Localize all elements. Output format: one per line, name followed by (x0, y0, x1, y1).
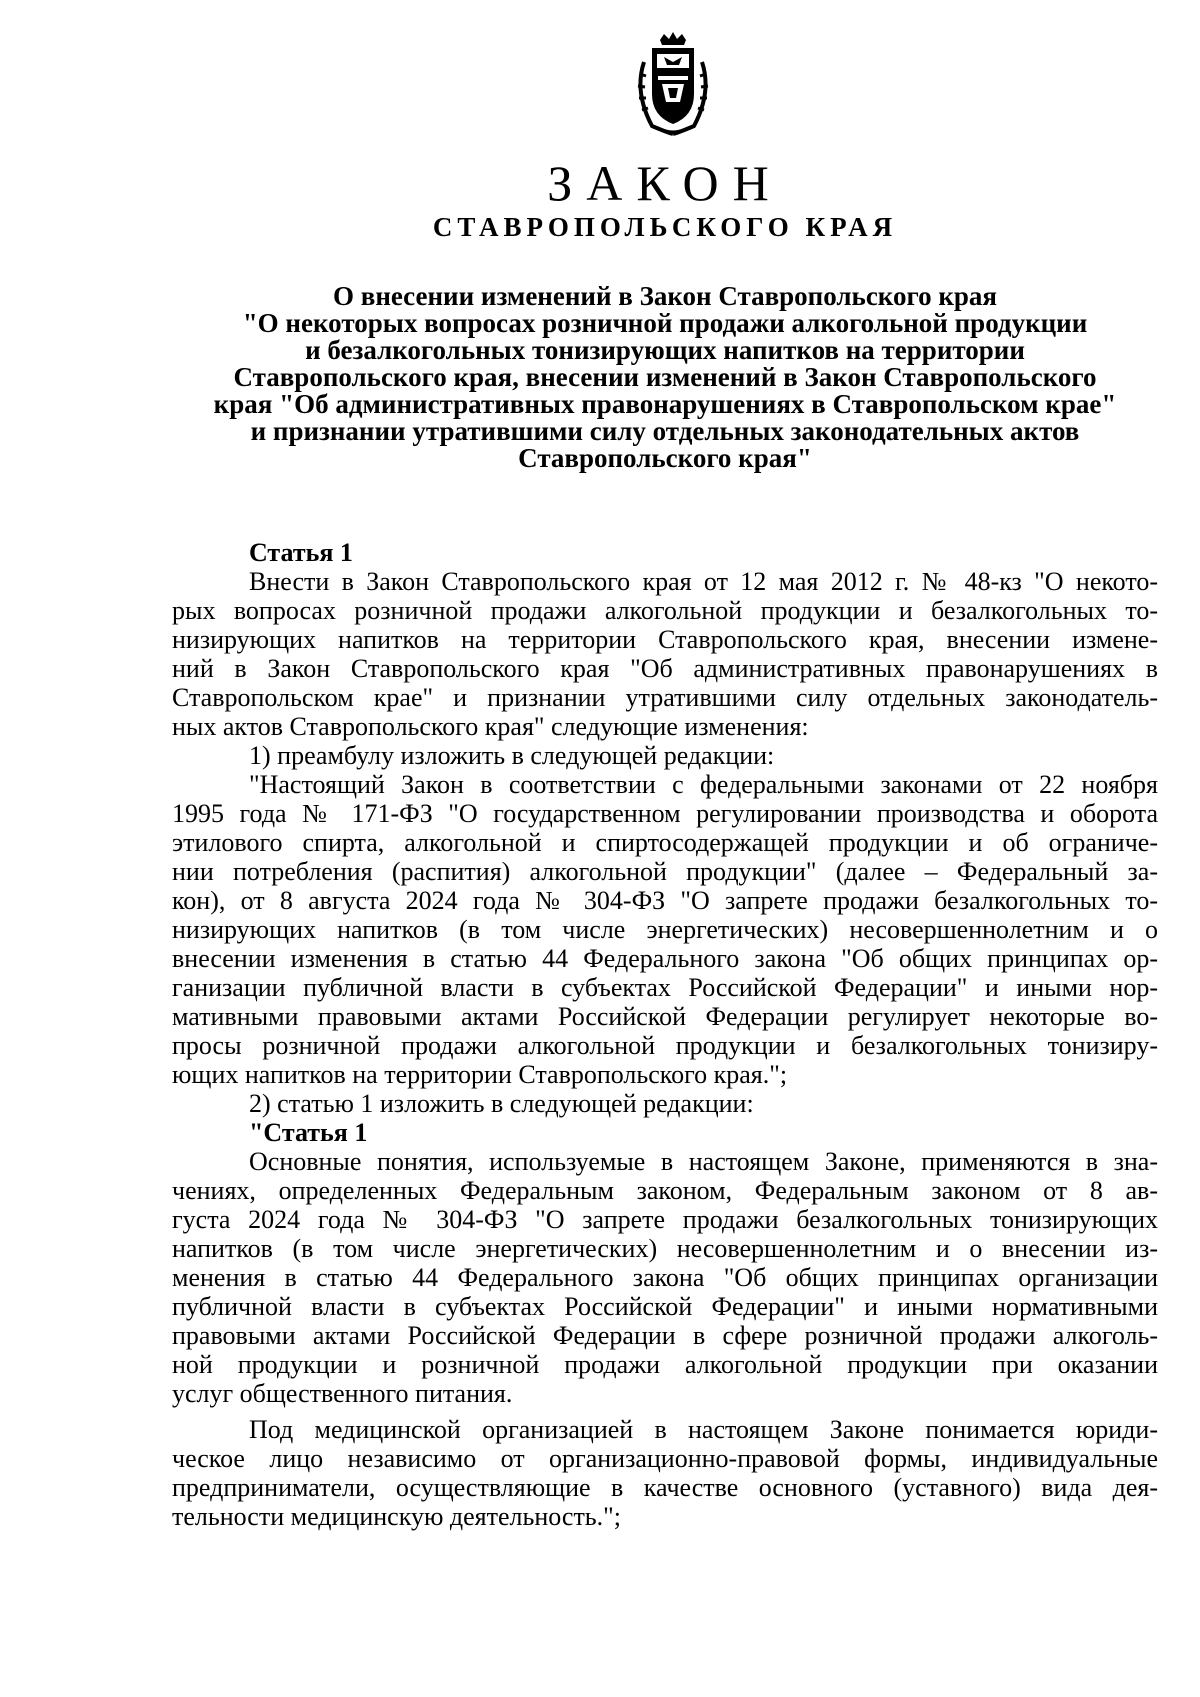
body-line: 1) преамбулу изложить в следующей редакции: (249, 741, 775, 770)
body-line: рых вопросах розничной продажи алкогольной продукции и безалкогольных то- (172, 596, 1158, 625)
law-title-line: и безалкогольных тонизирующих напитков на территории (305, 335, 1025, 365)
body-line: "Настоящий Закон в соответствии с федеральными законами от 22 ноября (249, 770, 1158, 799)
body-line: Основные понятия, используемые в настоящем Законе, применяются в зна- (249, 1147, 1158, 1176)
article-heading: Статья 1 (249, 538, 353, 567)
body-line: этилового спирта, алкогольной и спиртосодержащей продукции и об ограниче- (172, 828, 1158, 857)
body-line: публичной власти в субъектах Российской Федерации" и иными нормативными (172, 1292, 1158, 1321)
body-line: Под медицинской организацией в настоящем Законе понимается юриди- (249, 1415, 1158, 1444)
body-line: ных актов Ставропольского края" следующие изменения: (172, 712, 809, 741)
body-line: внесении изменения в статью 44 Федерального закона "Об общих принципах ор- (172, 944, 1158, 973)
coat-of-arms-icon (630, 32, 716, 136)
body-line: густа 2024 года № 304-ФЗ "О запрете продажи безалкогольных тонизирующих (172, 1205, 1158, 1234)
body-line: ческое лицо независимо от организационно-правовой формы, индивидуальные (172, 1444, 1158, 1473)
body-line: низирующих напитков (в том числе энергетических) несовершеннолетним и о (172, 915, 1158, 944)
body-line: нии потребления (распития) алкогольной продукции" (далее – Федеральный за- (172, 857, 1158, 886)
paragraph-gap (172, 1408, 1158, 1415)
document-type-title: ЗАКОН (547, 155, 783, 211)
issuing-region: СТАВРОПОЛЬСКОГО КРАЯ (432, 212, 898, 242)
body-line: напитков (в том числе энергетических) несовершеннолетним и о внесении из- (172, 1234, 1158, 1263)
body-line: ющих напитков на территории Ставропольского края."; (172, 1060, 788, 1089)
body-line: Внести в Закон Ставропольского края от 12 мая 2012 г. № 48-кз "О некото- (249, 567, 1158, 596)
body-line: кон), от 8 августа 2024 года № 304-ФЗ "О запрете продажи безалкогольных то- (172, 886, 1158, 915)
body-line: мативными правовыми актами Российской Федерации регулирует некоторые во- (172, 1002, 1158, 1031)
body-line: тельности медицинскую деятельность."; (172, 1502, 621, 1531)
law-title-line: Ставропольского края" (518, 443, 812, 473)
body-line: ганизации публичной власти в субъектах Российской Федерации" и иными нор- (172, 973, 1158, 1002)
law-title-line: О внесении изменений в Закон Ставропольского края (332, 281, 998, 311)
body-line: Ставропольском крае" и признании утратившими силу отдельных законодатель- (172, 683, 1158, 712)
body-line: предприниматели, осуществляющие в качестве основного (уставного) вида дея- (172, 1473, 1158, 1502)
body-line: просы розничной продажи алкогольной продукции и безалкогольных тонизиру- (172, 1031, 1158, 1060)
law-title-line: и признании утратившими силу отдельных законодательных актов (250, 416, 1080, 446)
law-title-line: "О некоторых вопросах розничной продажи алкогольной продукции (242, 308, 1088, 338)
body-line: низирующих напитков на территории Ставропольского края, внесении измене- (172, 625, 1158, 654)
body-line: чениях, определенных Федеральным законом, Федеральным законом от 8 ав- (172, 1176, 1158, 1205)
quoted-article-heading: "Статья 1 (249, 1118, 368, 1147)
law-body (172, 538, 1158, 1531)
law-title (170, 283, 1160, 472)
body-line: 2) статью 1 изложить в следующей редакции: (249, 1089, 754, 1118)
law-title-line: Ставропольского края, внесении изменений в Закон Ставропольского (233, 362, 1097, 392)
body-line: менения в статью 44 Федерального закона "Об общих принципах организации (172, 1263, 1158, 1292)
body-line: ний в Закон Ставропольского края "Об административных правонарушениях в (172, 654, 1158, 683)
body-line: ной продукции и розничной продажи алкогольной продукции при оказании (172, 1350, 1158, 1379)
body-line: 1995 года № 171-ФЗ "О государственном регулировании производства и оборота (172, 799, 1158, 828)
body-line: услуг общественного питания. (172, 1379, 513, 1408)
law-title-line: края "Об административных правонарушениях в Ставропольском крае" (213, 389, 1117, 419)
body-line: правовыми актами Российской Федерации в сфере розничной продажи алкоголь- (172, 1321, 1158, 1350)
